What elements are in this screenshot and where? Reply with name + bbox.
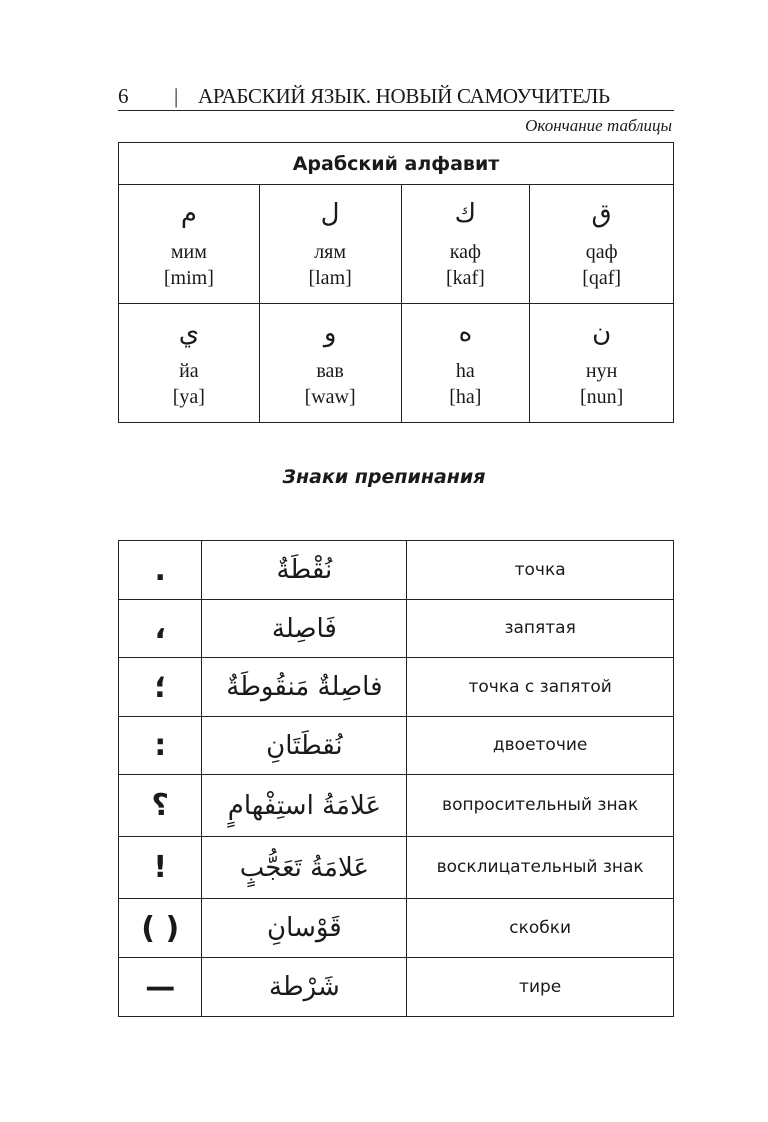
punctuation-symbol: ، [119, 600, 202, 658]
table-row [119, 717, 674, 775]
alphabet-table-title: Арабский алфавит [119, 143, 674, 185]
book-title: АРАБСКИЙ ЯЗЫК. НОВЫЙ САМОУЧИТЕЛЬ [198, 84, 610, 108]
table-row [119, 541, 674, 600]
russian-term: вопросительный знак [407, 775, 674, 837]
letter-transliteration: [ha] [449, 386, 482, 408]
letter-cell [530, 185, 674, 304]
letter-transliteration: [mim] [163, 267, 214, 289]
letter-transliteration: [waw] [304, 386, 356, 408]
punctuation-symbol: ( ) [119, 899, 202, 958]
letter-transliteration: [kaf] [445, 267, 485, 289]
letter-cell [119, 185, 260, 304]
table-row [119, 899, 674, 958]
letter-cell [259, 304, 401, 423]
running-header [118, 84, 674, 111]
alphabet-row [119, 185, 674, 304]
arabic-term: فَاصِلة [202, 600, 407, 658]
letter-cell [119, 304, 260, 423]
letter-name: йа [179, 360, 199, 382]
punctuation-symbol: ؟ [119, 775, 202, 837]
alphabet-table [118, 142, 674, 423]
arabic-letter: ي [178, 318, 200, 348]
table-row [119, 600, 674, 658]
page-number: 6 [118, 84, 129, 108]
table-row [119, 658, 674, 717]
arabic-letter: ل [320, 199, 340, 229]
table-row [119, 775, 674, 837]
punctuation-symbol: ! [119, 837, 202, 899]
arabic-letter: ق [591, 199, 612, 229]
russian-term: двоеточие [407, 717, 674, 775]
letter-cell [401, 185, 530, 304]
letter-cell [530, 304, 674, 423]
punctuation-symbol: . [119, 541, 202, 600]
letter-name: нун [585, 360, 618, 382]
letter-name: ha [455, 360, 475, 382]
russian-term: запятая [407, 600, 674, 658]
letter-transliteration: [ya] [172, 386, 205, 408]
table-row [119, 837, 674, 899]
arabic-term: نُقْطَةٌ [202, 541, 407, 600]
russian-term: тире [407, 958, 674, 1017]
arabic-term: قَوْسانِ [202, 899, 407, 958]
arabic-term: عَلامَةُ استِفْهامٍ [202, 775, 407, 837]
arabic-term: شَرْطة [202, 958, 407, 1017]
table-continuation-note: Окончание таблицы [525, 116, 672, 135]
russian-term: восклицательный знак [407, 837, 674, 899]
russian-term: точка с запятой [407, 658, 674, 717]
letter-transliteration: [qaf] [582, 267, 622, 289]
arabic-term: فاصِلةٌ مَنقُوطَةٌ [202, 658, 407, 717]
section-heading-punctuation: Знаки препинания [282, 466, 486, 488]
arabic-letter: ن [592, 318, 612, 348]
letter-transliteration: [nun] [579, 386, 624, 408]
arabic-letter: م [180, 199, 197, 229]
letter-name: qaф [585, 241, 618, 263]
letter-name: вав [316, 360, 344, 382]
arabic-letter: و [323, 318, 337, 348]
alphabet-row [119, 304, 674, 423]
arabic-letter: ه [458, 318, 473, 348]
russian-term: скобки [407, 899, 674, 958]
letter-name: каф [449, 241, 481, 263]
arabic-term: نُقطَتَانِ [202, 717, 407, 775]
punctuation-table [118, 540, 674, 1017]
punctuation-symbol: ؛ [119, 658, 202, 717]
letter-cell [259, 185, 401, 304]
header-separator: | [174, 84, 179, 108]
punctuation-symbol: — [119, 958, 202, 1017]
punctuation-symbol: : [119, 717, 202, 775]
letter-name: лям [314, 241, 347, 263]
arabic-term: عَلامَةُ تَعَجُّبٍ [202, 837, 407, 899]
russian-term: точка [407, 541, 674, 600]
letter-transliteration: [lam] [308, 267, 352, 289]
arabic-letter: ك [454, 199, 477, 229]
letter-name: мим [170, 241, 207, 263]
letter-cell [401, 304, 530, 423]
table-row [119, 958, 674, 1017]
